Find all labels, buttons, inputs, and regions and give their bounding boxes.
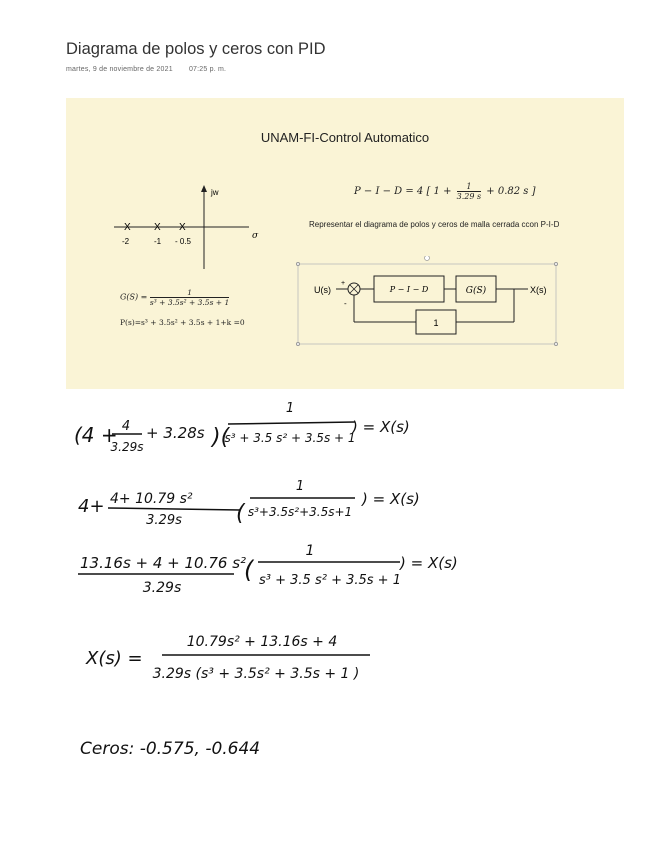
hw3-num: 13.16s + 4 + 10.76 s² <box>80 554 247 572</box>
hw2-rhs: ) = X(s) <box>362 490 420 508</box>
transfer-function <box>120 288 229 307</box>
page-title: Diagrama de polos y ceros con PID <box>66 40 326 58</box>
hw1-den: 3.29s <box>110 440 144 454</box>
output-label: X(s) <box>530 285 547 295</box>
imag-axis-arrow <box>201 185 207 192</box>
svg-text:(: ( <box>236 501 245 526</box>
pole-label-1: -2 <box>122 237 130 246</box>
hw2-a: 4+ <box>78 496 105 517</box>
slide-title: UNAM-FI-Control Automatico <box>260 130 430 145</box>
hw5-zeros: Ceros: -0.575, -0.644 <box>80 739 261 759</box>
hw2-num2: 1 <box>295 479 305 494</box>
hw4-den: 3.29s (s³ + 3.5s² + 3.5s + 1 ) <box>152 666 360 682</box>
pid-rhs: + 0.82 s ] <box>486 186 536 197</box>
plus-sign: + <box>341 280 346 287</box>
plant-block-label: G(S) <box>465 286 487 296</box>
pid-lhs: P − I − D = 4 [ 1 + <box>354 186 452 197</box>
hw1-b: + 3.28s <box>146 424 205 442</box>
gs-num: 1 <box>187 288 192 297</box>
pole-marker-1: X <box>124 222 131 233</box>
hw1-rhs: ) = X(s) <box>352 418 410 436</box>
note-time: 07:25 p. m. <box>188 66 227 73</box>
handwritten-work <box>0 390 655 780</box>
feedback-block-label: 1 <box>433 318 439 328</box>
rotate-handle[interactable] <box>425 256 430 261</box>
input-label: U(s) <box>314 285 331 295</box>
hw3-den: 3.29s <box>142 580 182 596</box>
hw2-den: 3.29s <box>146 513 182 528</box>
pid-num: 1 <box>466 182 472 191</box>
note-meta <box>66 66 240 73</box>
hw2-den2: s³+3.5s²+3.5s+1 <box>247 505 353 519</box>
resize-handle-br[interactable] <box>555 343 558 346</box>
instruction-text: Representar el diagrama de polos y ceros de malla cerrada ccon P-I-D <box>309 220 560 229</box>
pole-label-2: -1 <box>154 237 162 246</box>
hw4-lhs: X(s) = <box>86 648 143 669</box>
pole-zero-plot <box>114 184 274 274</box>
svg-text:(: ( <box>244 556 254 584</box>
gs-fraction <box>150 288 229 307</box>
resize-handle-tl[interactable] <box>297 263 300 266</box>
hw1-den2: s³ + 3.5 s² + 3.5s + 1 <box>224 431 356 445</box>
hw2-num: 4+ 10.79 s² <box>110 491 193 507</box>
gs-den: s³ + 3.5s² + 3.5s + 1 <box>149 298 230 307</box>
minus-sign: - <box>344 299 347 308</box>
hw1-num: 4 <box>121 419 131 434</box>
note-date: martes, 9 de noviembre de 2021 <box>66 66 173 73</box>
pid-fraction <box>457 182 481 201</box>
axis-sigma-label: σ <box>252 231 259 241</box>
hw4-num: 10.79s² + 13.16s + 4 <box>186 634 338 650</box>
pole-label-3: - 0.5 <box>175 237 192 246</box>
hw1-a: (4 + <box>74 423 118 447</box>
pid-equation <box>354 182 536 201</box>
pid-block-label: P − I − D <box>389 285 429 294</box>
svg-text:)(: )( <box>212 425 230 450</box>
embedded-slide[interactable] <box>66 98 624 389</box>
hw1-num2: 1 <box>285 401 295 416</box>
hw3-rhs: ) = X(s) <box>400 554 458 572</box>
resize-handle-tr[interactable] <box>555 263 558 266</box>
resize-handle-bl[interactable] <box>297 343 300 346</box>
hw3-den2: s³ + 3.5 s² + 3.5s + 1 <box>259 573 401 588</box>
block-diagram[interactable] <box>296 256 558 346</box>
axis-jw-label: jw <box>211 188 219 197</box>
characteristic-equation: P(s)=s³ + 3.5s² + 3.5s + 1+k =0 <box>120 318 245 327</box>
pid-den: 3.29 s <box>456 192 482 201</box>
pole-marker-3: X <box>179 222 186 233</box>
gs-lhs: G(S) = <box>120 292 148 302</box>
hw3-num2: 1 <box>305 543 315 559</box>
pole-marker-2: X <box>154 222 161 233</box>
